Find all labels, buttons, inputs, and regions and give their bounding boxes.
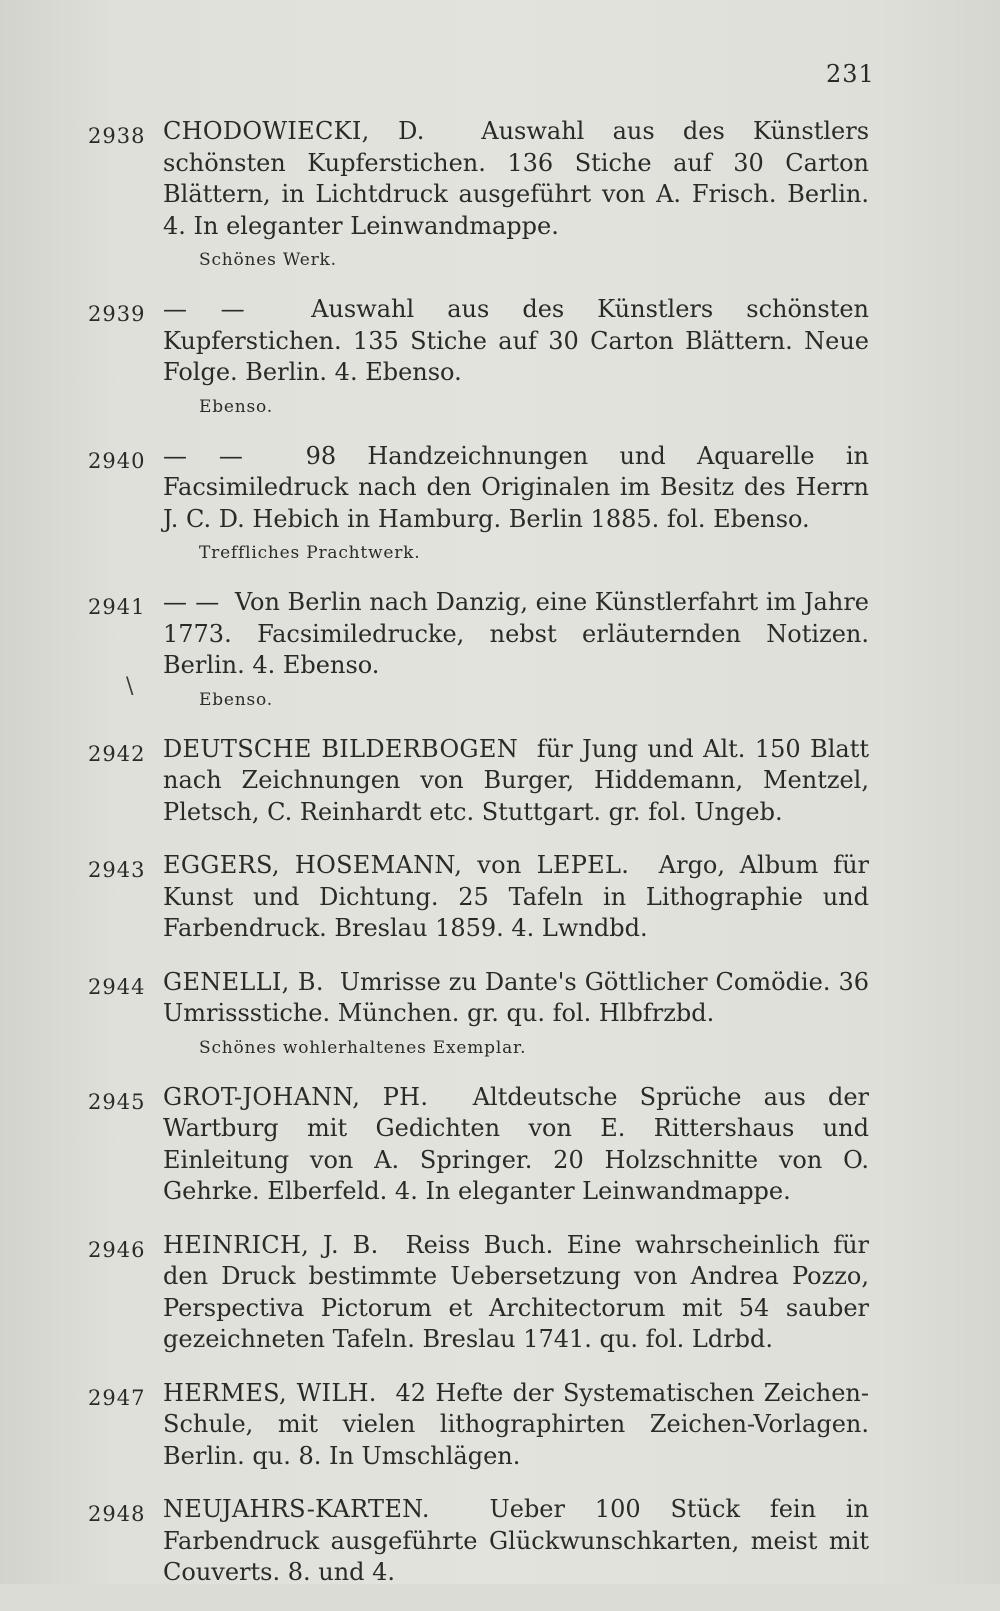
catalog-entry bbox=[0, 1378, 1000, 1473]
entry-number: 2941 bbox=[88, 595, 146, 619]
entry-note: Schönes wohlerhaltenes Exemplar. bbox=[199, 1037, 527, 1058]
entry-author: EGGERS, HOSEMANN, von LEPEL. bbox=[163, 851, 630, 879]
entry-author: GROT-JOHANN, PH. bbox=[163, 1082, 429, 1111]
entry-number: 2947 bbox=[88, 1385, 146, 1410]
entry-author: NEUJAHRS-KARTEN. bbox=[163, 1495, 430, 1523]
entry-number: 2939 bbox=[88, 302, 146, 326]
entry-author: DEUTSCHE BILDERBOGEN bbox=[163, 734, 519, 763]
entry-number: 2940 bbox=[88, 448, 146, 473]
catalog-entry bbox=[0, 1230, 1000, 1356]
entry-author: — — bbox=[163, 588, 220, 616]
catalog-entry bbox=[0, 967, 1000, 1060]
entry-description bbox=[163, 1494, 869, 1589]
entry-author: — — bbox=[163, 441, 244, 470]
entry-description bbox=[163, 1230, 869, 1356]
entry-description bbox=[163, 441, 869, 536]
entry-body: Ueber 100 Stück fein in Farbendruck ausgeführte Glückwunschkarten, meist mit Couverts. 8. und 4. bbox=[163, 1495, 869, 1586]
catalog-entry bbox=[0, 116, 1000, 272]
entry-author: HERMES, WILH. bbox=[163, 1378, 377, 1407]
catalog-entry bbox=[0, 587, 1000, 712]
entry-body: für Jung und Alt. 150 Blatt nach Zeichnungen von Burger, Hiddemann, Mentzel, Pletsch, C. Reinhardt etc. Stuttgart. gr. fol. Ungeb. bbox=[163, 734, 869, 826]
entry-description bbox=[163, 1082, 869, 1208]
entry-body: Umrisse zu Dante's Göttlicher Comödie. 36 Umrissstiche. München. gr. qu. fol. Hlbfrzbd. bbox=[163, 967, 869, 1027]
entry-number: 2945 bbox=[88, 1089, 146, 1114]
catalog-entry bbox=[0, 294, 1000, 419]
entry-body: Reiss Buch. Eine wahrscheinlich für den Druck bestimmte Uebersetzung von Andrea Pozzo, Perspectiva Pictorum et Architectorum mit 54 sauber gezeichneten Tafeln. Breslau 1741. qu. fol. Ldrbd. bbox=[163, 1230, 870, 1353]
entry-note: Ebenso. bbox=[199, 396, 273, 417]
entry-body: 98 Handzeichnungen und Aquarelle in Facsimiledruck nach den Originalen im Besitz des Herrn J. C. D. Hebich in Hamburg. Berlin 1885. fol. Ebenso. bbox=[163, 441, 869, 533]
catalog-entry bbox=[0, 441, 1000, 566]
catalog-entry bbox=[0, 1082, 1000, 1208]
entry-number: 2943 bbox=[88, 858, 146, 882]
catalog-entry bbox=[0, 1494, 1000, 1589]
entry-number: 2942 bbox=[88, 741, 146, 766]
entry-author: CHODOWIECKI, D. bbox=[163, 117, 425, 145]
entry-description bbox=[163, 1378, 869, 1473]
entry-description bbox=[163, 734, 869, 829]
entry-body: Altdeutsche Sprüche aus der Wartburg mit Gedichten von E. Rittershaus und Einleitung von A. Springer. 20 Holzschnitte von O. Gehrke. Elberfeld. 4. In eleganter Leinwandmappe. bbox=[163, 1082, 870, 1205]
entry-note: Treffliches Prachtwerk. bbox=[199, 543, 421, 563]
catalog-entry bbox=[0, 734, 1000, 829]
entry-body: Auswahl aus des Künstlers schönsten Kupferstichen. 136 Stiche auf 30 Carton Blättern, in Lichtdruck ausgeführt von A. Frisch. Berlin. 4. In eleganter Leinwandmappe. bbox=[163, 117, 870, 240]
margin-pencil-mark: \ bbox=[126, 674, 134, 699]
entry-number: 2938 bbox=[88, 124, 146, 148]
entry-body: Auswahl aus des Künstlers schönsten Kupferstichen. 135 Stiche auf 30 Carton Blättern. Neue Folge. Berlin. 4. Ebenso. bbox=[163, 295, 869, 386]
entry-number: 2944 bbox=[88, 974, 146, 999]
entry-description bbox=[163, 587, 869, 682]
catalog-entries bbox=[0, 116, 1000, 1611]
catalog-entry bbox=[0, 850, 1000, 945]
entry-description bbox=[163, 116, 869, 242]
entry-note: Schönes Werk. bbox=[199, 250, 337, 270]
entry-number: 2948 bbox=[88, 1502, 146, 1526]
entry-description bbox=[163, 294, 869, 389]
entry-author: HEINRICH, J. B. bbox=[163, 1230, 379, 1259]
entry-description bbox=[163, 967, 869, 1030]
entry-body: Argo, Album für Kunst und Dichtung. 25 Tafeln in Lithographie und Farbendruck. Breslau 1859. 4. Lwndbd. bbox=[163, 851, 869, 942]
entry-author: — — bbox=[163, 295, 245, 323]
entry-note: Ebenso. bbox=[199, 689, 273, 710]
entry-body: 42 Hefte der Systematischen Zeichen-Schule, mit vielen lithographirten Zeichen-Vorlagen. Berlin. qu. 8. In Umschlägen. bbox=[163, 1378, 869, 1470]
entry-author: GENELLI, B. bbox=[163, 967, 324, 996]
entry-number: 2946 bbox=[88, 1237, 146, 1262]
page-number: 231 bbox=[826, 60, 875, 88]
entry-description bbox=[163, 850, 869, 945]
entry-body: Von Berlin nach Danzig, eine Künstlerfahrt im Jahre 1773. Facsimiledrucke, nebst erläuternden Notizen. Berlin. 4. Ebenso. bbox=[163, 588, 870, 679]
